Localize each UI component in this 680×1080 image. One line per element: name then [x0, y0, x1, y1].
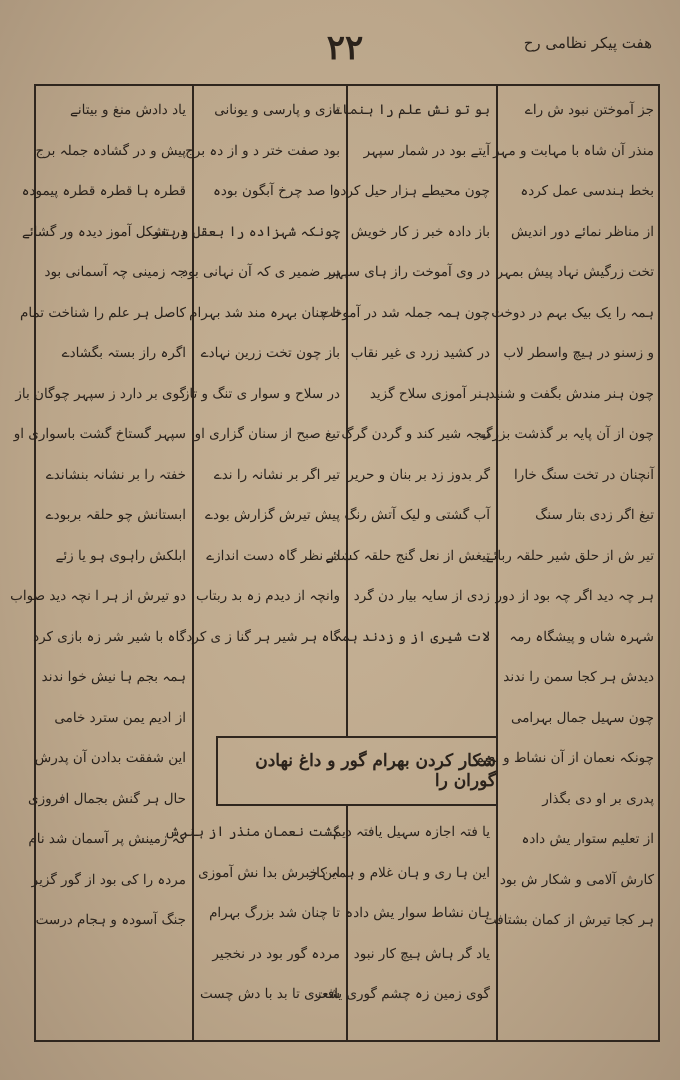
verse-line: ہر کجا تیرش از کمان بشتافت — [483, 912, 654, 928]
verse-line: تیر ش از حلق شیر حلقہ ربائے — [485, 547, 654, 564]
verse-line: ہمہ بجم ہا نیش خوا ندند — [41, 669, 186, 685]
verse-line: بخط ہندسی عمل کردہ — [520, 183, 654, 199]
verse-line: چون ہنر مندش بگفت و شنید — [488, 385, 654, 402]
verse-line: گوی بر دارد ز سپہر چوگان باز — [15, 385, 186, 402]
verse-line: تازی و پارسی و یونانی — [214, 102, 340, 118]
verse-line: دیدش ہر کجا سمن را ندند — [503, 669, 654, 685]
verse-line: از ادیم یمن سترد خامی — [54, 709, 186, 726]
verse-line: تیغش از نعل گنج حلقہ کشائے — [325, 547, 490, 564]
verse-column-2 — [320, 90, 494, 657]
verse-line: آب گشتی و لیک آتش رنگ — [344, 507, 490, 523]
verse-line: گوی زمین زہ چشم گوری یافت — [314, 986, 490, 1002]
verse-line: بو تو نش علم را ہنماے — [334, 102, 490, 118]
verse-line: آنچنان در تخت سنگ خارا — [514, 466, 654, 483]
verse-line: پیش و در گشادہ جملہ برج — [35, 142, 186, 159]
verse-line: مردہ را کی بود از گور گزیر — [31, 871, 186, 888]
verse-line: نیجہ شیر کند و گردن گرگ — [341, 426, 490, 442]
verse-line: باز چون تخت زرین نہادے — [200, 345, 340, 361]
verse-line: یاد دادش منغ و بیتانے — [70, 102, 186, 118]
verse-line: دو تیرش از ہر ا نچہ دید صواب — [10, 588, 186, 604]
page-number: ۲۲ — [326, 28, 364, 68]
verse-line: گاہ ہر شیر ہر گنا ز ی کرد — [186, 628, 340, 645]
verse-line: چون محیطے ہزار حیل کردہ — [332, 183, 490, 199]
verse-line: بود صفت ختر د و از دہ برج — [185, 142, 340, 159]
verse-line: کاصل ہر علم را شناخت تمام — [20, 304, 186, 321]
verse-line: ابلکش راہوی ہو یا زئے — [55, 547, 186, 564]
verse-line: آیتے بود در شمار سپہر — [363, 142, 490, 159]
verse-line: مردہ گور بود در نخجیر — [212, 945, 340, 962]
verse-line: چونکہ نعمان از آن نشاط و نعیم — [475, 750, 654, 766]
verse-line: در نظر گاہ دست اندازے — [206, 547, 340, 564]
verse-line: چون ہمہ جملہ شد در آموخت — [320, 304, 490, 321]
verse-line: در تشکل آموز دیدہ ور گشائے — [22, 223, 186, 240]
verse-line: ہر ضمیر ی کہ آن نہانی بود — [182, 264, 340, 280]
verse-line: شہرہ شاں و پیشگاہ رمہ — [509, 628, 654, 645]
verse-line: وانچہ از دیدم زہ بد ربتاب — [195, 588, 340, 604]
running-header: هفت پیکر نظامی رح — [523, 34, 652, 52]
verse-line: جنگ آسودہ و ہجام درست — [35, 912, 186, 928]
verse-line: این ہا ری و ہان غلام و ہمہ کار — [309, 864, 490, 881]
section-heading: شکار کردن بهرام گور و داغ نهادن گوران را — [216, 736, 498, 806]
verse-line: ہان نشاط سوار یش دادہ — [345, 905, 490, 921]
verse-line: قطرہ ہا قطرہ قطرہ پیمودہ — [21, 183, 186, 199]
verse-line: یاد گر ہاش ہیچ کار نبود — [353, 945, 490, 962]
verse-line: تا چنان بہرہ مند شد بہرام — [189, 304, 340, 321]
verse-line: ہنر آموزی سلاح گزید — [369, 385, 490, 402]
verse-line: منذر آن شاہ با مہابت و مہر — [493, 142, 654, 159]
verse-line: باز دادہ خبر ز کار خویش — [350, 223, 490, 240]
verse-line: کارش آلامی و شکار ش بود — [499, 871, 654, 888]
verse-line: چون سہیل جمال بہرامی — [510, 709, 654, 726]
verse-line: زدی از سایہ بیار دن گرد — [353, 588, 490, 604]
verse-line: شعری تا بد با دش چست — [199, 986, 340, 1002]
verse-line: جہ زمینی چہ آسمانی بود — [44, 264, 186, 280]
verse-line: این خبرش بدا نش آموزی — [198, 864, 340, 881]
verse-line: چون از آن پایہ بر گذشت بزرگ — [480, 426, 654, 442]
verse-line: تیغ اگر زدی بتار سنگ — [535, 507, 654, 523]
verse-column-3 — [152, 90, 344, 657]
verse-line: یا فتہ اجازہ سہیل یافتہ دیم — [333, 824, 490, 840]
verse-line: در کشید زرد ی غیر نقاب — [350, 345, 490, 361]
verse-column-lower-right — [309, 812, 494, 1015]
verse-line: در وی آموخت راز ہای سپہر — [329, 264, 490, 280]
verse-line: این شفقت بدادن آن پدرش — [34, 750, 186, 766]
verse-line: گاہ با شیر شر زہ بازی کرد — [33, 628, 186, 645]
verse-line: در سلاح و سوار ی تنگ و تاز — [182, 385, 340, 402]
verse-column-1 — [475, 90, 658, 941]
verse-line: ہر چہ دید اگر چہ بود از دور — [495, 588, 654, 604]
verse-line: اگرہ راز بستہ بگشادے — [61, 345, 186, 361]
verse-line: گر بدوز زد بر بنان و حریر — [347, 466, 490, 483]
verse-line: پدری بر او دی بگذار — [542, 790, 654, 807]
verse-line: ہمہ را یک بیک بہم در دوخت — [491, 304, 654, 321]
verse-line: حال ہر گنش بجمال افروزی — [28, 790, 186, 807]
verse-column-lower-left — [164, 812, 344, 1015]
verse-line: از مناظر نمائے دور اندیش — [510, 223, 654, 240]
verse-line: ابستانش چو حلقہ بربودے — [45, 507, 186, 523]
verse-line: گشت نعمان منذر از ہنرش — [164, 824, 340, 840]
verse-line: پیش تیرش گزارش بودے — [205, 507, 340, 523]
verse-line: جز آموختن نبود ش راے — [524, 102, 654, 118]
verse-line: و زسنو در ہیچ واسطر لاب — [503, 345, 654, 361]
verse-line: تیر اگر بر نشانہ را ندے — [213, 466, 340, 483]
verse-line: را صد چرخ آبگون بودہ — [213, 183, 340, 199]
verse-line: خفتہ را بر نشانہ بنشاندے — [45, 466, 186, 483]
verse-line: سپہر گستاخ گشت باسواری او — [13, 426, 186, 442]
verse-line: تیغ صبح از سنان گزاری او — [194, 426, 340, 442]
verse-line: چونکہ شہزادہ را بعقل و ہنر — [152, 223, 340, 240]
verse-line: از تعلیم ستوار یش دادہ — [521, 831, 654, 847]
verse-line: تخت زرگیش نہاد پیش بمہر — [496, 264, 654, 280]
verse-line: کہ زمینش پر آسمان شد نام — [28, 831, 186, 847]
verse-line: تا چنان شد بزرگ بہرام — [209, 905, 340, 921]
verse-line: لات شیری از و زدند ہمہ — [334, 628, 490, 645]
